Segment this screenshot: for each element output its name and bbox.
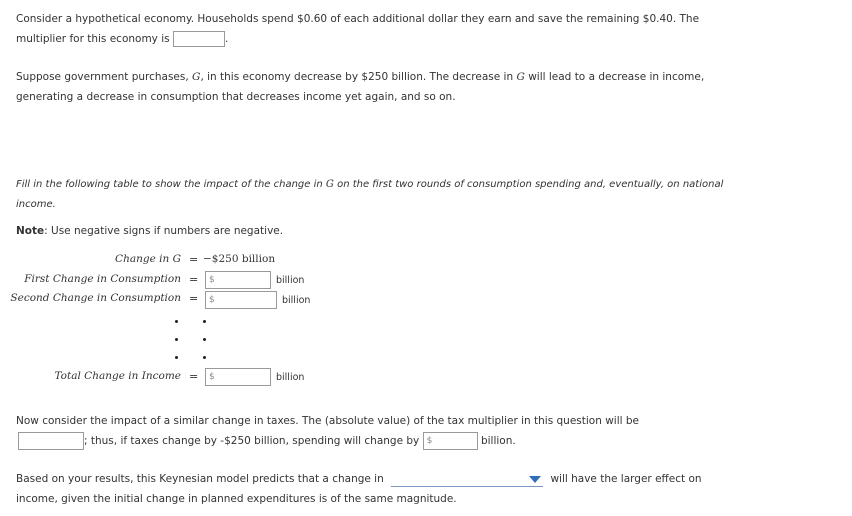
ellipsis-dot: [203, 356, 206, 359]
q3-line1: Now consider the impact of a similar change in taxes. The (absolute value) of the tax multiplier in this question will be: [16, 415, 640, 427]
question-larger-effect: [16, 470, 796, 509]
question-government-purchases: [16, 68, 796, 107]
q1-line1: Consider a hypothetical economy. Households spend $0.60 of each additional dollar they earn and save the remaining $0.40. The: [16, 13, 700, 25]
billion-unit: billion: [276, 372, 305, 383]
first-change-consumption-label: First Change in Consumption: [24, 273, 181, 285]
equals-sign: =: [189, 273, 199, 286]
table-instructions: Fill in the following table to show the impact of the change in G on the first two rounds of consumption spending and, eventually, on national income.: [16, 179, 724, 210]
multiplier-input[interactable]: [173, 31, 225, 47]
second-change-consumption-label: Second Change in Consumption: [10, 292, 181, 304]
total-change-input[interactable]: $: [205, 368, 271, 386]
second-change-input[interactable]: $: [205, 291, 277, 309]
change-g-value: −$250 billion: [203, 253, 276, 265]
q2-line1: Suppose government purchases, G, in this economy decrease by $250 billion. The decrease in G will lead to a decrease in income,: [16, 71, 705, 83]
policy-dropdown[interactable]: [391, 472, 543, 487]
tax-multiplier-input[interactable]: [18, 432, 84, 450]
q3-line2: ; thus, if taxes change by -$250 billion, spending will change by $ billion.: [18, 432, 796, 452]
billion-unit: billion: [282, 295, 311, 306]
question-tax-multiplier: [16, 412, 796, 451]
q2-line2: generating a decrease in consumption that decreases income yet again, and so on.: [16, 90, 456, 103]
q4-line2: income, given the initial change in planned expenditures is of the same magnitude.: [16, 492, 457, 505]
total-change-income-label: Total Change in Income: [54, 370, 181, 382]
q4-line1: Based on your results, this Keynesian model predicts that a change in will have the larger effect on: [16, 473, 702, 485]
question-multiplier: [16, 10, 796, 49]
equals-sign: =: [189, 253, 199, 266]
ellipsis-dot: [175, 338, 178, 341]
ellipsis-dot: [203, 320, 206, 323]
ellipsis-dot: [175, 320, 178, 323]
spending-change-input[interactable]: $: [423, 432, 478, 450]
q1-line2: multiplier for this economy is .: [16, 32, 229, 45]
chevron-down-icon: [529, 476, 541, 483]
equals-sign: =: [189, 370, 199, 383]
change-g-label: Change in G: [115, 253, 181, 265]
ellipsis-dot: [203, 338, 206, 341]
note: Note: Use negative signs if numbers are negative.: [16, 225, 284, 237]
ellipsis-dot: [175, 356, 178, 359]
billion-unit: billion: [276, 275, 305, 286]
first-change-input[interactable]: $: [205, 271, 271, 289]
equals-sign: =: [189, 292, 199, 305]
